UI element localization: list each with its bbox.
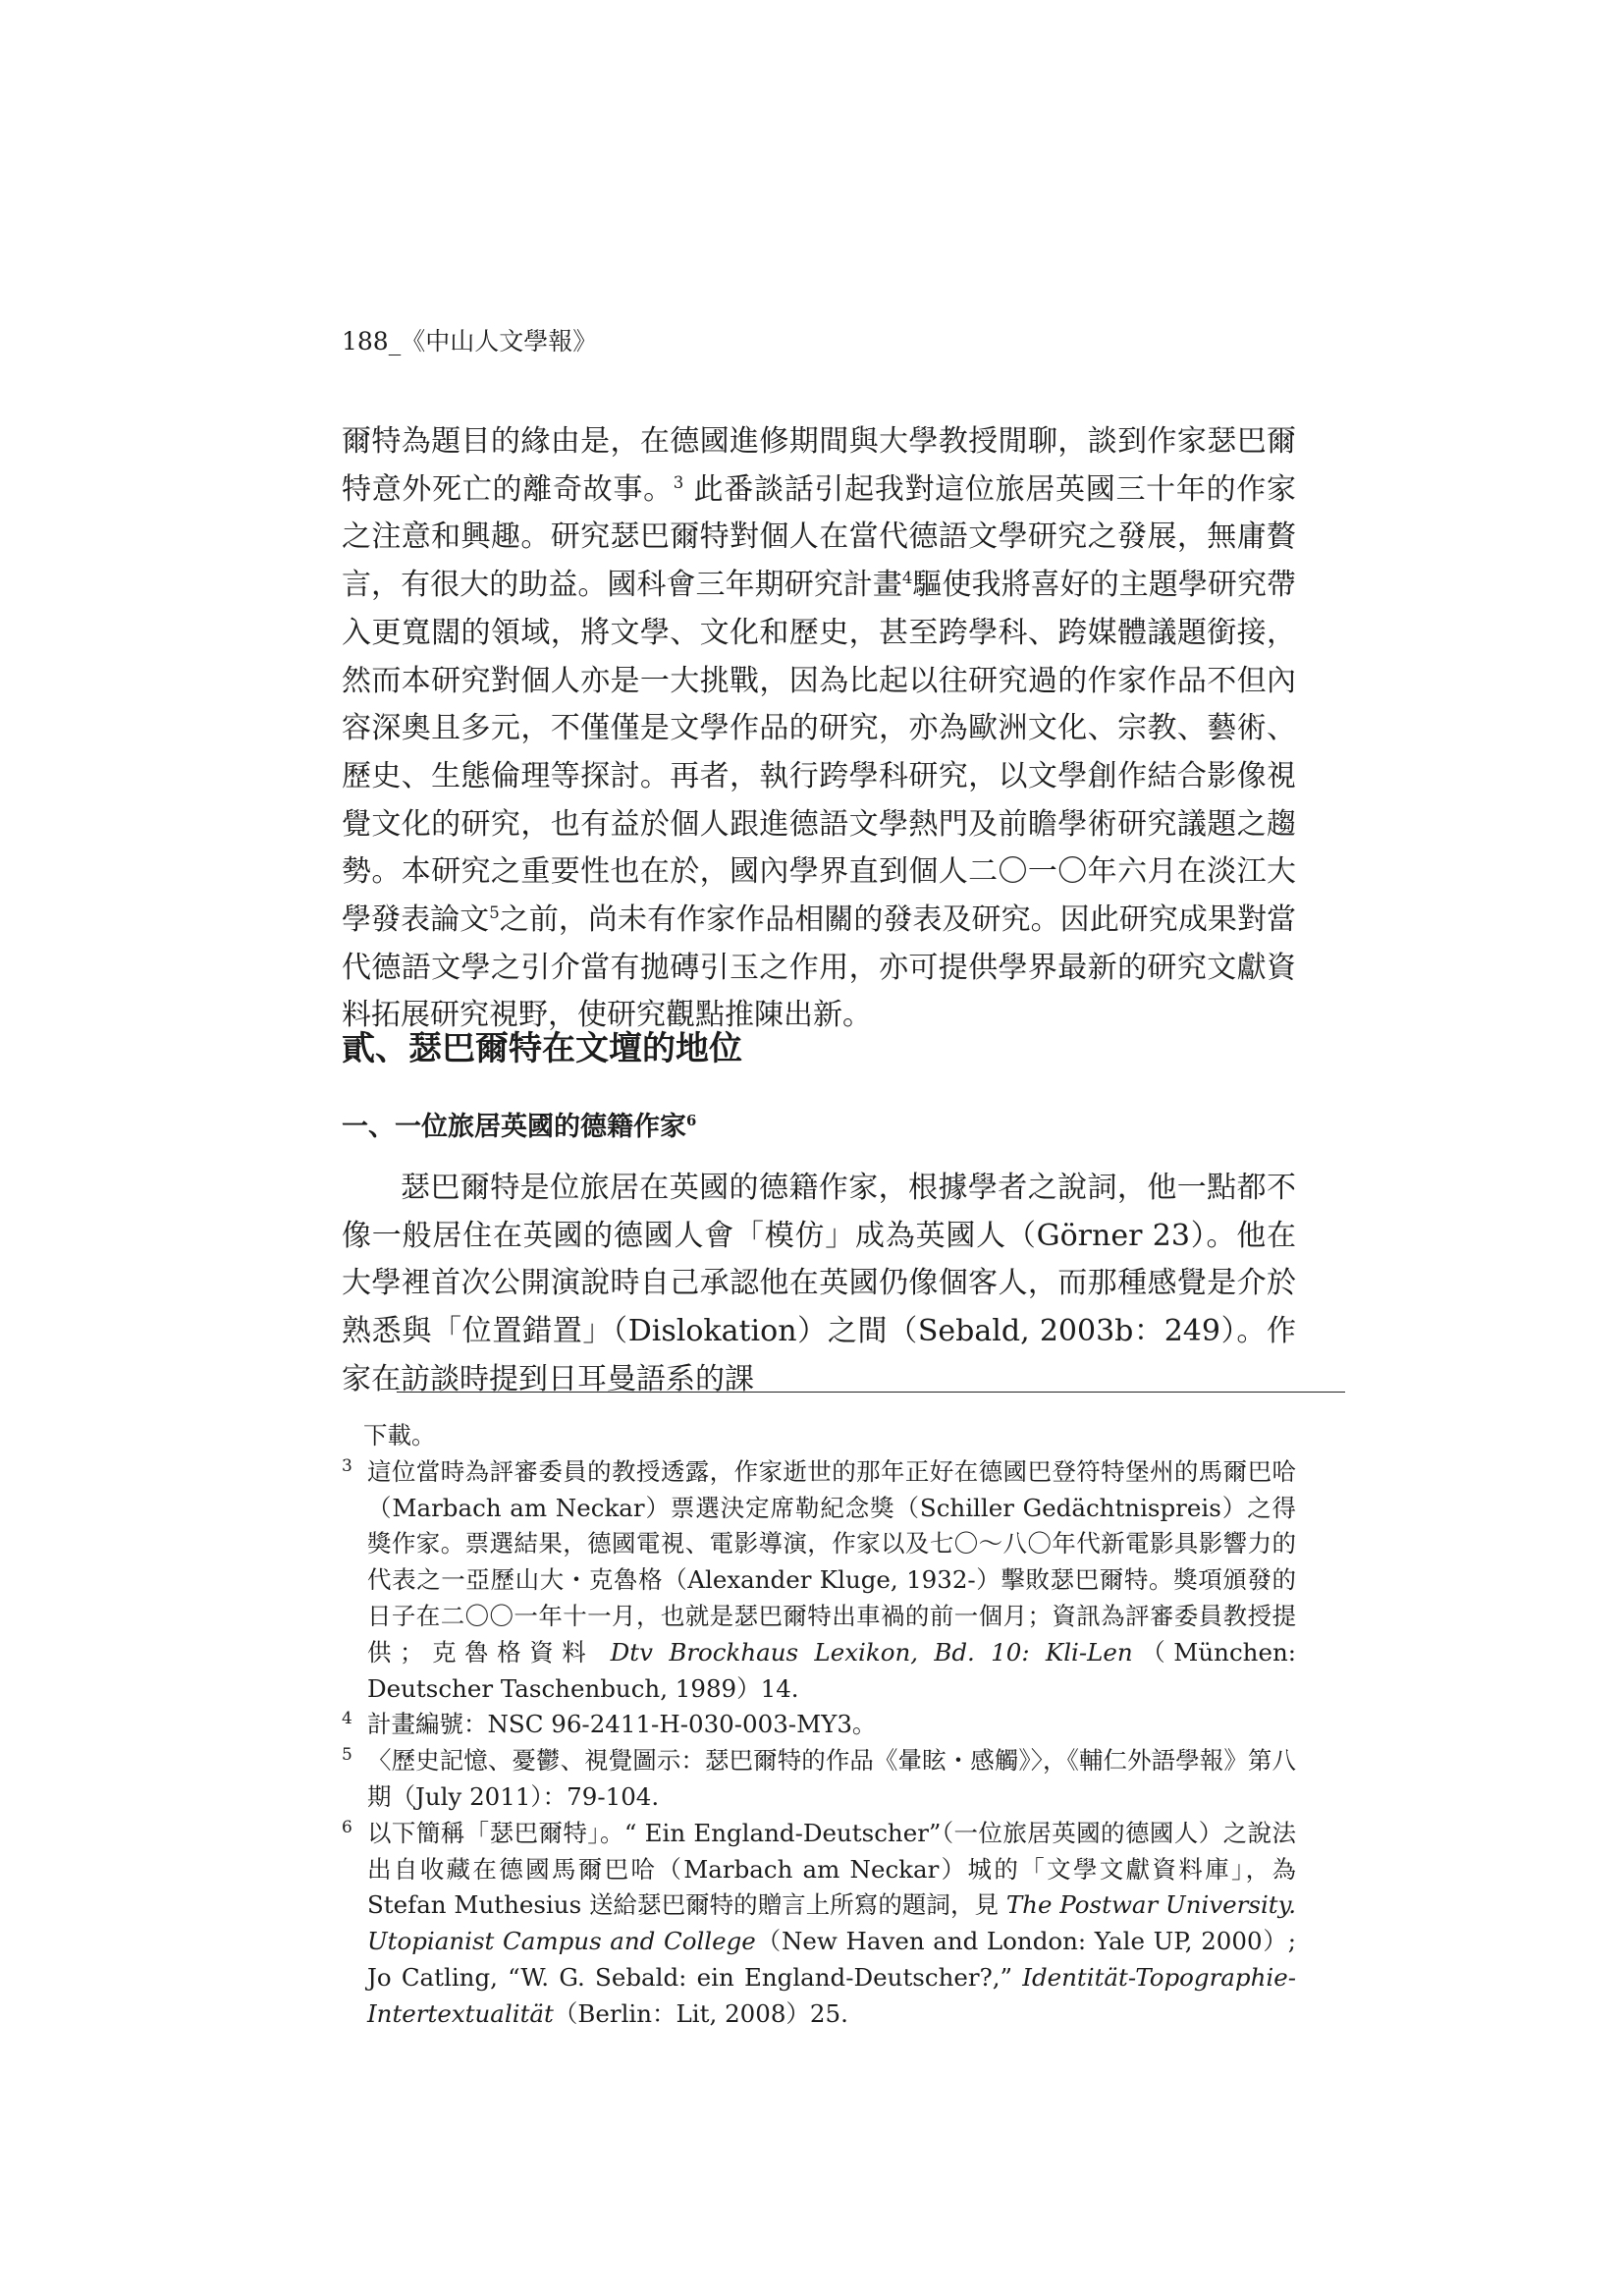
footnote-3 bbox=[342, 1454, 1296, 1708]
running-header: 188_《中山人文學報》 bbox=[342, 327, 598, 355]
footnote-ref-3[interactable]: 3 bbox=[673, 472, 684, 492]
footnote-text: 〈歷史記憶、憂鬱、視覺圖示：瑟巴爾特的作品《暈眩・感觸》〉，《輔仁外語學報》第八期（July 2011）：79-104. bbox=[367, 1746, 1296, 1811]
paragraph-text: 此番談話引起我對這位旅居英國三十年的作家之注意和興趣。研究瑟巴爾特對個人在當代德語文學研究之發展，無庸贅言，有很大的助益。國科會三年期研究計畫 bbox=[342, 471, 1296, 603]
footnote-ref-6[interactable]: 6 bbox=[686, 1112, 697, 1129]
cited-title: Identität-Topographie- Intertextualität bbox=[367, 1962, 1296, 2028]
footnote-divider bbox=[397, 1392, 1345, 1393]
body-paragraph-1 bbox=[342, 418, 1296, 1040]
footnote-continuation: 下載。 bbox=[363, 1421, 436, 1449]
footnote-5 bbox=[342, 1743, 1296, 1816]
footnote-6 bbox=[342, 1816, 1296, 2033]
footnote-text: 計畫編號：NSC 96-2411-H-030-003-MY3。 bbox=[367, 1710, 877, 1739]
body-paragraph-2 bbox=[342, 1165, 1296, 1404]
footnote-number: 3 bbox=[342, 1455, 352, 1476]
footnote-text: （Berlin：Lit, 2008）25. bbox=[553, 1998, 848, 2028]
footnote-text: （München: Deutscher Taschenbuch, 1989）14. bbox=[367, 1637, 1296, 1703]
paragraph-text: 爾特為題目的緣由是，在德國進修期間與大學教授閒聊，談到作家瑟巴爾特意外死亡的離奇故事。 bbox=[342, 424, 1296, 507]
footnote-number: 6 bbox=[342, 1817, 352, 1837]
footnote-text: 這位當時為評審委員的教授透露，作家逝世的那年正好在德國巴登符特堡州的馬爾巴哈（Marbach am Neckar）票選決定席勒紀念獎（Schiller Gedächtnispreis）之得獎作家。票選結果，德國電視、電影導演，作家以及七〇～八〇年代新電影具影響力的代表之一亞歷山大・克魯格（Alexander Kluge, 1932-）擊敗瑟巴爾特。獎項頒發的日子在二〇〇一年十一月，也就是瑟巴爾特出車禍的前一個月；資訊為評審委員教授提供；克魯格資料 bbox=[367, 1456, 1296, 1667]
footnote-ref-5[interactable]: 5 bbox=[489, 903, 500, 923]
paragraph-text: 驅使我將喜好的主題學研究帶入更寬闊的領域，將文學、文化和歷史，甚至跨學科、跨媒體議題銜接，然而本研究對個人亦是一大挑戰，因為比起以往研究過的作家作品不但內容深奧且多元，不僅僅是文學作品的研究，亦為歐洲文化、宗教、藝術、歷史、生態倫理等探討。再者，執行跨學科研究，以文學創作結合影像視覺文化的研究，也有益於個人跟進德語文學熱門及前瞻學術研究議題之趨勢。本研究之重要性也在於，國內學界直到個人二〇一〇年六月在淡江大學發表論文 bbox=[342, 568, 1296, 938]
paragraph-text: 瑟巴爾特是位旅居在英國的德籍作家，根據學者之說詞，他一點都不像一般居住在英國的德國人會「模仿」成為英國人（Görner 23）。他在大學裡首次公開演說時自己承認他在英國仍像個客人，而那種感覺是介於熟悉與「位置錯置」（Dislokation）之間（Sebald, 2003b：249）。作家在訪談時提到日耳曼語系的課 bbox=[342, 1171, 1296, 1396]
footnotes bbox=[342, 1418, 1296, 2033]
footnote-number: 4 bbox=[342, 1709, 352, 1729]
cited-title: Dtv Brockhaus Lexikon, Bd. 10: Kli-Len bbox=[610, 1637, 1133, 1667]
paragraph-text: 之前，尚未有作家作品相關的發表及研究。因此研究成果對當代德語文學之引介當有拋磚引玉之作用，亦可提供學界最新的研究文獻資料拓展研究視野，使研究觀點推陳出新。 bbox=[342, 902, 1296, 1033]
cited-title: The Postwar University. Utopianist Campus and College bbox=[367, 1890, 1296, 1956]
footnote-text: （New Haven and London: Yale UP, 2000）; Jo Catling, “W. G. Sebald: ein England-Deutscher?,” bbox=[367, 1927, 1296, 1992]
footnote-4 bbox=[342, 1707, 1296, 1743]
section-heading: 貳、瑟巴爾特在文壇的地位 bbox=[342, 1029, 742, 1068]
footnote-ref-4[interactable]: 4 bbox=[901, 569, 913, 588]
footnote-number: 5 bbox=[342, 1745, 352, 1766]
subsection-heading-text: 一、一位旅居英國的德籍作家 bbox=[342, 1112, 686, 1142]
footnote-text: 以下簡稱「瑟巴爾特」。“ Ein England-Deutscher”（一位旅居英國的德國人）之說法出自收藏在德國馬爾巴哈（Marbach am Neckar）城的「文學文獻資料庫」，為 Stefan Muthesius 送給瑟巴爾特的贈言上所寫的題詞，見 bbox=[367, 1818, 1296, 1920]
subsection-heading bbox=[342, 1105, 696, 1143]
